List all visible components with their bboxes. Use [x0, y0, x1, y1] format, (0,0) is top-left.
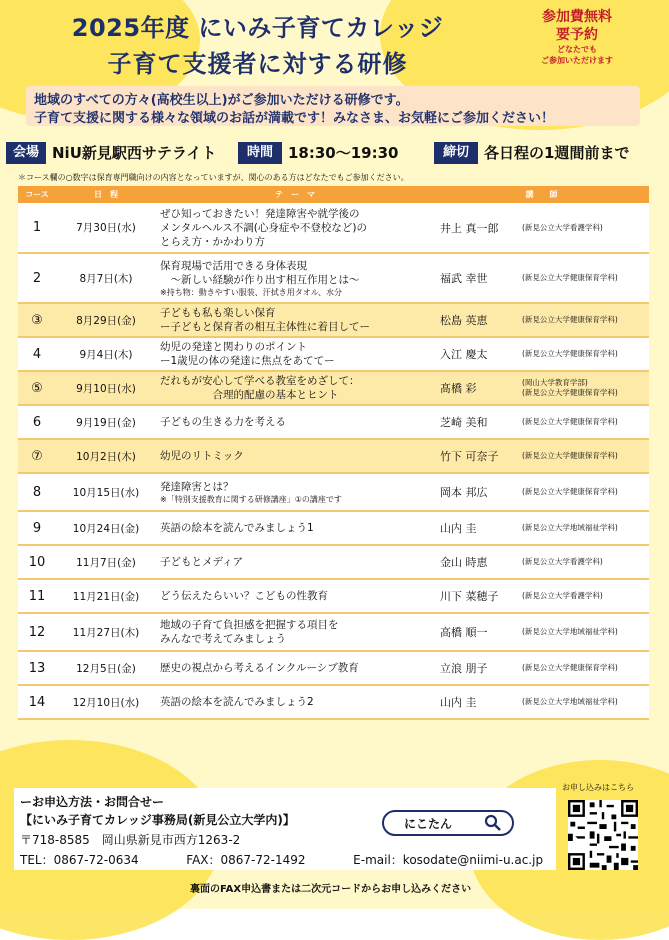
table-row [18, 253, 649, 303]
course-theme [156, 579, 434, 613]
lecturer-affiliation [522, 405, 649, 439]
table-row [18, 613, 649, 651]
lecturer-affiliation [522, 439, 649, 473]
table-row [18, 651, 649, 685]
course-date: 11月27日(木) [56, 613, 156, 651]
table-row [18, 579, 649, 613]
table-row [18, 511, 649, 545]
lecturer-affiliation [522, 337, 649, 371]
theme-line: 幼児の発達と関わりのポイント [160, 341, 307, 353]
deadline-value: 各日程の1週間前まで [484, 144, 630, 162]
course-theme [156, 337, 434, 371]
affiliation-line: (新見公立大学健康保育学科) [522, 663, 618, 672]
course-theme [156, 203, 434, 253]
theme-line: ー子どもと保育者の相互主体性に着目してー [160, 321, 370, 333]
course-date: 12月5日(金) [56, 651, 156, 685]
course-number: 13 [18, 651, 56, 685]
contact-address: 〒718-8585 岡山県新見市西方1263-2 [20, 833, 241, 847]
header-course: コース [18, 186, 56, 203]
course-theme [156, 371, 434, 405]
lecturer-name: 入江 慶太 [434, 337, 522, 371]
table-header-row [18, 186, 649, 203]
lecturer-name: 山内 圭 [434, 685, 522, 719]
contact-email[interactable]: E-mail：kosodate@niimi-u.ac.jp [353, 853, 544, 867]
footer-note: 裏面のFAX申込書または二次元コードからお申し込みください [190, 884, 472, 895]
affiliation-line: (岡山大学教育学部) [522, 378, 588, 387]
theme-line: とらえ方・かかわり方 [160, 235, 265, 248]
course-number: 8 [18, 473, 56, 511]
course-number: ⑦ [18, 439, 56, 473]
course-theme [156, 685, 434, 719]
contact-fax: FAX：0867-72-1492 [186, 853, 306, 867]
table-row [18, 371, 649, 405]
lecturer-name: 立浪 朋子 [434, 651, 522, 685]
affiliation-line: (新見公立大学健康保育学科) [522, 451, 618, 460]
lecturer-affiliation [522, 511, 649, 545]
affiliation-line: (新見公立大学地域福祉学科) [522, 627, 618, 636]
lecturer-name: 金山 時恵 [434, 545, 522, 579]
course-number: 14 [18, 685, 56, 719]
search-text: にこたん [404, 817, 453, 831]
affiliation-line: (新見公立大学看護学科) [522, 591, 603, 600]
lecturer-affiliation [522, 545, 649, 579]
lecturer-affiliation [522, 371, 649, 405]
course-theme [156, 473, 434, 511]
lecturer-affiliation [522, 253, 649, 303]
theme-line: みんなで考えてみましょう [160, 633, 286, 645]
theme-line: 発達障害とは？ [160, 480, 234, 493]
course-theme [156, 303, 434, 337]
theme-line: 幼児のリトミック [160, 450, 244, 462]
course-number: ⑤ [18, 371, 56, 405]
table-row [18, 545, 649, 579]
intro-line: 子育て支援に関する様々な領域のお話が満載です！みなさま、お気軽にご参加ください！ [34, 111, 555, 126]
affiliation-line: (新見公立大学健康保育学科) [522, 349, 618, 358]
lecturer-name: 竹下 可奈子 [434, 439, 522, 473]
venue-value: NiU新見駅西サテライト [52, 144, 217, 162]
course-number: ③ [18, 303, 56, 337]
lecturer-name: 高橋 順一 [434, 613, 522, 651]
course-date: 12月10日(水) [56, 685, 156, 719]
affiliation-line: (新見公立大学健康保育学科) [522, 315, 618, 324]
table-row [18, 337, 649, 371]
course-number: 2 [18, 253, 56, 303]
affiliation-line: (新見公立大学健康保育学科) [522, 487, 618, 496]
theme-line: 地域の子育て負担感を把握する項目を [160, 619, 339, 631]
lecturer-affiliation [522, 579, 649, 613]
lecturer-affiliation [522, 613, 649, 651]
lecturer-affiliation [522, 685, 649, 719]
course-theme [156, 613, 434, 651]
course-theme [156, 253, 434, 303]
contact-org: 【にいみ子育てカレッジ事務局(新見公立大学内)】 [20, 813, 295, 827]
search-box[interactable] [382, 810, 514, 836]
page-subtitle: 子育て支援者に対する研修 [107, 50, 408, 78]
title-block [20, 6, 495, 82]
schedule-table [18, 186, 649, 720]
lecturer-name: 山内 圭 [434, 511, 522, 545]
affiliation-line: (新見公立大学健康保育学科) [522, 273, 618, 282]
contact-tel[interactable]: TEL：0867-72-0634 [20, 853, 139, 867]
affiliation-line: (新見公立大学地域福祉学科) [522, 697, 618, 706]
theme-line: だれもが安心して学べる教室をめざして： [160, 375, 360, 387]
fee-note-1: どなたでも [557, 45, 597, 54]
lecturer-name: 岡本 邦広 [434, 473, 522, 511]
theme-line: 子どもの生きる力を考える [160, 416, 286, 428]
theme-line: ～新しい経験が作り出す相互作用とは～ [160, 273, 360, 286]
fee-free: 参加費無料 [542, 9, 612, 25]
course-theme [156, 651, 434, 685]
lecturer-affiliation [522, 203, 649, 253]
table-row [18, 405, 649, 439]
affiliation-line: (新見公立大学看護学科) [522, 222, 603, 232]
theme-line: 子どもとメディア [160, 556, 244, 568]
course-date: 8月7日(木) [56, 253, 156, 303]
course-date: 9月10日(水) [56, 371, 156, 405]
course-date: 11月7日(金) [56, 545, 156, 579]
deadline-tag: 締切 [434, 142, 478, 164]
venue-tag: 会場 [6, 142, 46, 164]
time-value: 18:30〜19:30 [288, 144, 399, 162]
info-bar [6, 140, 666, 166]
course-number: 10 [18, 545, 56, 579]
lecturer-name: 髙橋 彩 [434, 371, 522, 405]
theme-line: ー1歳児の体の発達に焦点をあててー [160, 355, 335, 367]
lecturer-name: 芝崎 美和 [434, 405, 522, 439]
qr-code-icon[interactable] [568, 800, 638, 870]
theme-line: ぜひ知っておきたい！発達障害や就学後の [160, 207, 360, 220]
course-note: ＊コース欄の○数字は保育専門職向けの内容となっていますが、関心のある方はどなたでもご参加ください。 [18, 173, 409, 182]
course-date: 7月30日(水) [56, 203, 156, 253]
intro-line: 地域のすべての方々(高校生以上)がご参加いただける研修です。 [34, 93, 409, 108]
lecturer-affiliation [522, 473, 649, 511]
contact-box [14, 788, 556, 870]
lecturer-name: 井上 真一郎 [434, 203, 522, 253]
qr-code-graphic [568, 800, 638, 870]
affiliation-line: (新見公立大学地域福祉学科) [522, 523, 618, 532]
course-number: 12 [18, 613, 56, 651]
course-number: 6 [18, 405, 56, 439]
lecturer-affiliation [522, 303, 649, 337]
theme-line: 子どもも私も楽しい保育 [160, 307, 276, 319]
time-tag: 時間 [238, 142, 282, 164]
contact-phones [20, 851, 543, 868]
table-row [18, 439, 649, 473]
theme-note: ※「特別支援教育に関する研修講座」①の講座です [160, 494, 342, 504]
header-theme: テ ー マ [156, 186, 434, 203]
affiliation-line: (新見公立大学健康保育学科) [522, 417, 618, 426]
course-date: 9月4日(木) [56, 337, 156, 371]
theme-line: 英語の絵本を読んでみましょう2 [160, 696, 314, 708]
fee-reservation: 要予約 [556, 27, 598, 43]
course-theme [156, 511, 434, 545]
course-date: 8月29日(金) [56, 303, 156, 337]
course-date: 11月21日(金) [56, 579, 156, 613]
table-row [18, 203, 649, 253]
course-number: 4 [18, 337, 56, 371]
course-theme [156, 439, 434, 473]
theme-line: 合理的配慮の基本とヒント [160, 389, 339, 401]
table-row [18, 473, 649, 511]
table-row [18, 303, 649, 337]
theme-note: ※持ち物：動きやすい服装、汗拭き用タオル、水分 [160, 287, 343, 297]
course-date: 10月15日(水) [56, 473, 156, 511]
course-number: 11 [18, 579, 56, 613]
affiliation-line: (新見公立大学看護学科) [522, 557, 603, 566]
table-row [18, 685, 649, 719]
fee-note-2: ご参加いただけます [541, 56, 613, 65]
lecturer-name: 川下 菜穂子 [434, 579, 522, 613]
lecturer-affiliation [522, 651, 649, 685]
course-number: 9 [18, 511, 56, 545]
course-date: 10月24日(金) [56, 511, 156, 545]
affiliation-line: (新見公立大学健康保育学科) [522, 388, 618, 397]
theme-line: 英語の絵本を読んでみましょう1 [160, 522, 314, 534]
lecturer-name: 松島 英恵 [434, 303, 522, 337]
course-date: 9月19日(金) [56, 405, 156, 439]
theme-line: メンタルヘルス不調(心身症や不登校など)の [160, 221, 367, 234]
course-theme [156, 405, 434, 439]
page-title: 2025年度 にいみ子育てカレッジ [71, 14, 444, 42]
theme-line: 歴史の視点から考えるインクルーシブ教育 [160, 662, 359, 674]
contact-title: ーお申込方法・お問合せー [20, 795, 165, 809]
search-icon [484, 814, 502, 832]
fee-badge [502, 8, 652, 66]
header-lecturer: 講 師 [434, 186, 649, 203]
lecturer-name: 福武 幸世 [434, 253, 522, 303]
theme-line: 保育現場で活用できる身体表現 [160, 259, 307, 272]
course-number: 1 [18, 203, 56, 253]
qr-label: お申し込みはこちら [562, 783, 634, 792]
theme-line: どう伝えたらいい？こどもの性教育 [160, 590, 328, 602]
header-date: 日 程 [56, 186, 156, 203]
course-date: 10月2日(木) [56, 439, 156, 473]
intro-box [26, 86, 640, 126]
course-theme [156, 545, 434, 579]
